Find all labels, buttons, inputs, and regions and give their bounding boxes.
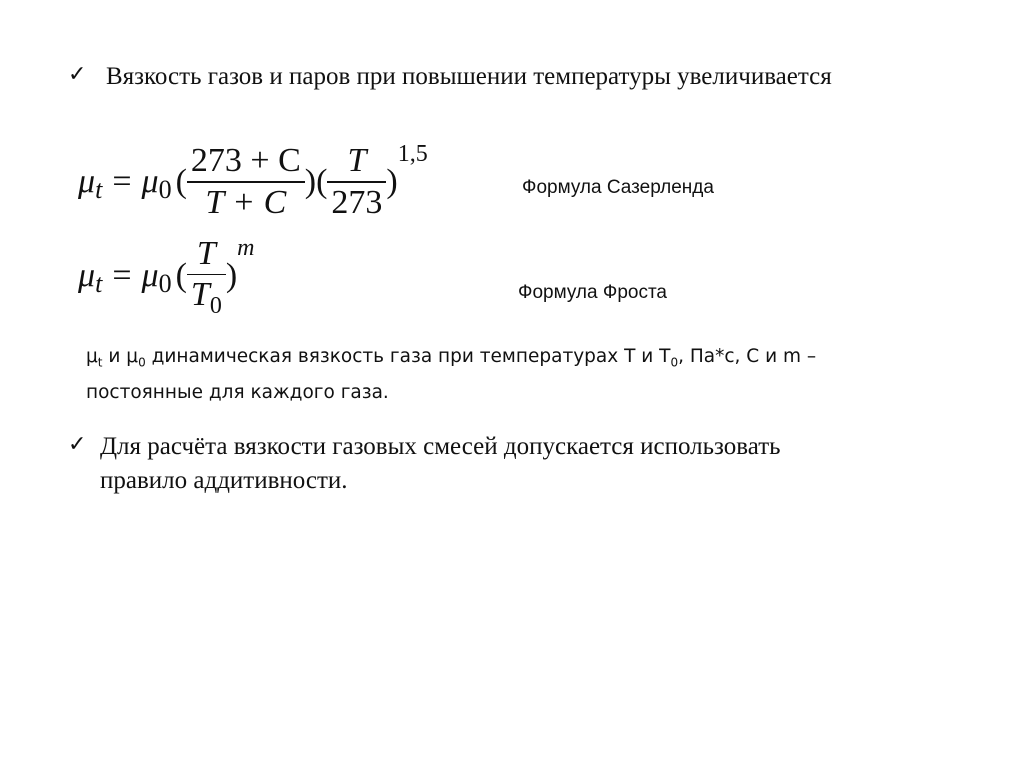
mu-symbol-2: μ <box>126 346 139 367</box>
and-text: и <box>102 346 127 367</box>
frost-fraction-denominator <box>187 275 226 318</box>
equals-sign: = <box>112 163 132 200</box>
mu-t-subscript: t <box>95 269 103 298</box>
open-paren: ( <box>175 163 187 200</box>
bullet-2-line-1: Для расчёта вязкости газовых смесей допускается использовать <box>100 433 781 460</box>
definition-part-2: динамическая вязкость газа при температурах T и T <box>145 346 671 367</box>
fraction-1-denominator: T + C <box>205 183 287 221</box>
exponent: 1,5 <box>397 140 428 167</box>
mu-t-subscript: t <box>95 175 103 204</box>
mu-0-symbol: μ <box>141 257 159 294</box>
equals-sign: = <box>112 257 132 294</box>
definition-text <box>86 342 966 407</box>
bullet-2-text <box>100 430 781 498</box>
close-open-paren: )( <box>304 163 328 200</box>
mu-symbol: μ <box>86 346 98 367</box>
frost-label: Формула Фроста <box>518 282 668 303</box>
sub-t: t <box>97 355 103 370</box>
mu-0-symbol: μ <box>141 163 159 200</box>
sub-0: 0 <box>138 355 146 370</box>
open-paren: ( <box>175 257 187 294</box>
definition-line-1 <box>86 342 966 378</box>
check-icon: ✓ <box>68 432 87 457</box>
frost-formula <box>78 232 255 320</box>
fraction-1-numerator: 273 + C <box>190 142 301 180</box>
frost-fraction-numerator: T <box>196 234 216 272</box>
mu-t-symbol: μ <box>78 257 96 294</box>
mu-0-subscript: 0 <box>158 175 172 204</box>
fraction-1 <box>187 141 305 223</box>
frost-den-symbol: T <box>190 276 210 314</box>
sutherland-formula <box>78 138 428 226</box>
definition-part-3: , Па*с, C и m – <box>678 346 817 367</box>
frost-den-subscript: 0 <box>209 293 222 320</box>
sub-T0: 0 <box>670 355 679 370</box>
bullet-1-text: Вязкость газов и паров при повышении температуры увеличивается <box>106 63 832 90</box>
exponent: m <box>237 234 255 261</box>
definition-line-2: постоянные для каждого газа. <box>86 381 389 403</box>
frost-fraction <box>187 234 226 319</box>
fraction-2-numerator: T <box>347 142 367 180</box>
check-icon: ✓ <box>68 62 87 87</box>
mu-t-symbol: μ <box>78 163 96 200</box>
sutherland-label: Формула Сазерленда <box>522 177 714 198</box>
fraction-2 <box>327 141 386 223</box>
close-paren: ) <box>225 257 238 294</box>
close-paren: ) <box>386 163 398 200</box>
fraction-2-denominator: 273 <box>331 183 383 221</box>
bullet-1 <box>68 60 968 96</box>
bullet-2-line-2: правило аддитивности. <box>100 467 348 494</box>
mu-0-subscript: 0 <box>158 269 172 298</box>
bullet-2 <box>68 430 968 502</box>
